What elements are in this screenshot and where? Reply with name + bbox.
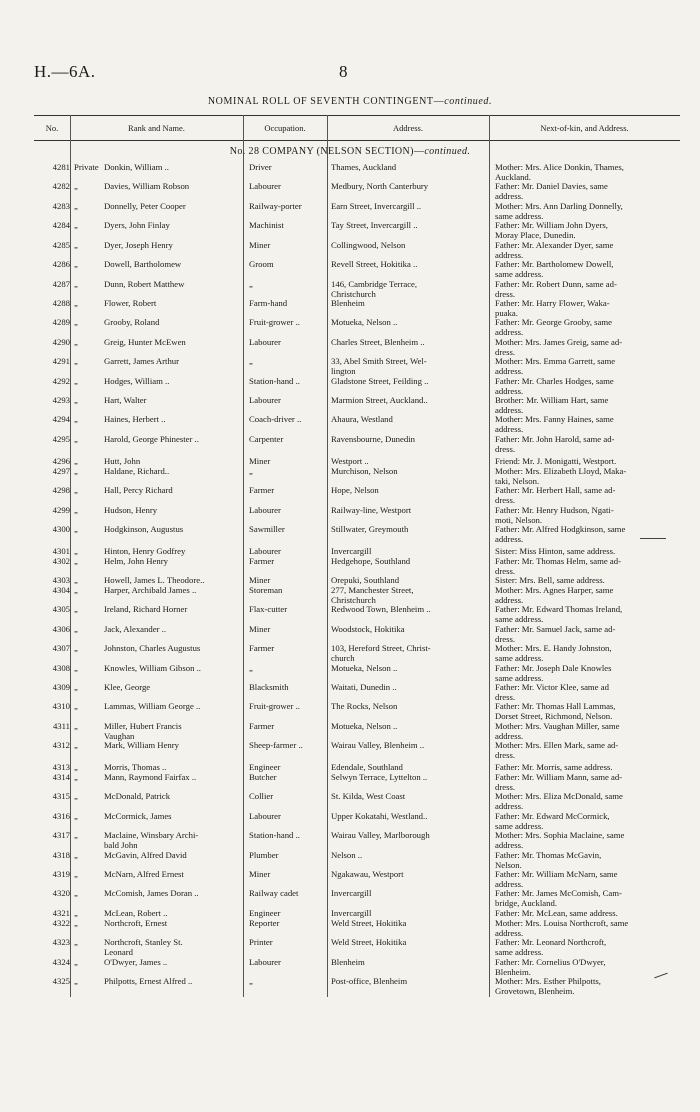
row-number: 4306 (52, 624, 70, 634)
row-address: Charles Street, Blenheim .. (331, 337, 425, 347)
column-divider (327, 115, 328, 997)
row-number: 4290 (52, 337, 70, 347)
row-address: Earn Street, Invercargill .. (331, 201, 422, 211)
row-number: 4281 (52, 162, 70, 172)
row-rank: „ (74, 485, 78, 495)
row-occupation: Labourer (249, 957, 281, 967)
row-next-of-kin: Father: Mr. Alexander Dyer, same address. (495, 240, 614, 260)
row-rank: „ (74, 957, 78, 967)
section-suffix: continued. (424, 146, 471, 157)
row-address: Stillwater, Greymouth (331, 524, 409, 534)
row-rank: „ (74, 791, 78, 801)
row-rank: „ (74, 682, 78, 692)
row-rank: „ (74, 356, 78, 366)
row-occupation: Sheep-farmer .. (249, 740, 303, 750)
row-address: The Rocks, Nelson (331, 701, 398, 711)
row-next-of-kin: Mother: Mrs. E. Handy Johnston, same address. (495, 643, 612, 663)
row-rank: Private (74, 162, 99, 172)
row-number: 4293 (52, 395, 70, 405)
row-name: McDonald, Patrick (104, 791, 171, 801)
row-next-of-kin: Mother: Mrs. Eliza McDonald, same address. (495, 791, 623, 811)
row-name: McCormick, James (104, 811, 172, 821)
row-name: Miller, Hubert Francis Vaughan (104, 721, 182, 741)
row-address: Redwood Town, Blenheim .. (331, 604, 431, 614)
page-reference: H.—6A. (34, 62, 96, 81)
row-next-of-kin: Mother: Mrs. Emma Garrett, same address. (495, 356, 616, 376)
row-name: Hodgkinson, Augustus (104, 524, 184, 534)
row-address: St. Kilda, West Coast (331, 791, 406, 801)
row-address: Gladstone Street, Feilding .. (331, 376, 429, 386)
row-address: Motueka, Nelson .. (331, 317, 398, 327)
row-rank: „ (74, 869, 78, 879)
row-address: Ngakawau, Westport (331, 869, 404, 879)
row-next-of-kin: Father: Mr. Thomas McGavin, Nelson. (495, 850, 602, 870)
row-address: Hope, Nelson (331, 485, 379, 495)
row-name: Philpotts, Ernest Alfred .. (104, 976, 193, 986)
row-occupation: Farmer (249, 721, 275, 731)
row-address: Weld Street, Hokitika (331, 918, 407, 928)
row-rank: „ (74, 762, 78, 772)
row-name: Lammas, William George .. (104, 701, 201, 711)
row-address: 277, Manchester Street, Christchurch (331, 585, 414, 605)
row-name: Mann, Raymond Fairfax .. (104, 772, 197, 782)
section-main: No. 28 COMPANY (NELSON SECTION)— (229, 146, 425, 157)
row-number: 4316 (52, 811, 70, 821)
column-header-no: No. (45, 123, 59, 133)
row-next-of-kin: Father: Mr. Henry Hudson, Ngati- moti, Nelson. (495, 505, 614, 525)
row-next-of-kin: Father: Mr. Charles Hodges, same address. (495, 376, 614, 396)
row-rank: „ (74, 524, 78, 534)
section-heading (0, 146, 700, 157)
row-occupation: Miner (249, 240, 271, 250)
row-address: Medbury, North Canterbury (331, 181, 429, 191)
heading-suffix: continued. (444, 96, 493, 107)
row-name: Dyers, John Finlay (104, 220, 170, 230)
row-rank: „ (74, 830, 78, 840)
row-next-of-kin: Father: Mr. Robert Dunn, same ad- dress. (495, 279, 617, 299)
row-occupation: „ (249, 466, 253, 476)
row-number: 4312 (52, 740, 70, 750)
row-number: 4313 (52, 762, 70, 772)
row-name: McNarn, Alfred Ernest (104, 869, 184, 879)
row-name: Hart, Walter (104, 395, 147, 405)
row-address: Post-office, Blenheim (331, 976, 408, 986)
row-rank: „ (74, 643, 78, 653)
row-address: Invercargill (331, 888, 372, 898)
row-address: Waitati, Dunedin .. (331, 682, 397, 692)
row-name: Haines, Herbert .. (104, 414, 166, 424)
row-occupation: Storeman (249, 585, 283, 595)
row-next-of-kin: Mother: Mrs. Ellen Mark, same ad- dress. (495, 740, 619, 760)
row-number: 4285 (52, 240, 70, 250)
row-next-of-kin: Father: Mr. Samuel Jack, same ad- dress. (495, 624, 616, 644)
row-address: Ahaura, Westland (331, 414, 393, 424)
row-occupation: Miner (249, 869, 271, 879)
row-address: Wairau Valley, Marlborough (331, 830, 430, 840)
row-number: 4286 (52, 259, 70, 269)
row-occupation: Reporter (249, 918, 280, 928)
row-next-of-kin: Mother: Mrs. Sophia Maclaine, same address. (495, 830, 625, 850)
row-rank: „ (74, 604, 78, 614)
row-name: Dowell, Bartholomew (104, 259, 182, 269)
row-occupation: Plumber (249, 850, 279, 860)
row-number: 4282 (52, 181, 70, 191)
row-occupation: Labourer (249, 505, 281, 515)
row-occupation: Station-hand .. (249, 376, 300, 386)
row-address: Edendale, Southland (331, 762, 403, 772)
row-address: Orepuki, Southland (331, 575, 400, 585)
row-address: Motueka, Nelson .. (331, 663, 398, 673)
row-number: 4310 (52, 701, 70, 711)
row-rank: „ (74, 850, 78, 860)
row-next-of-kin: Father: Mr. Herbert Hall, same ad- dress. (495, 485, 616, 505)
row-address: Railway-line, Westport (331, 505, 412, 515)
row-occupation: Butcher (249, 772, 277, 782)
column-header-occupation: Occupation. (264, 123, 306, 133)
row-rank: „ (74, 279, 78, 289)
row-address: Wairau Valley, Blenheim .. (331, 740, 425, 750)
row-rank: „ (74, 505, 78, 515)
row-occupation: Railway-porter (249, 201, 302, 211)
row-number: 4287 (52, 279, 70, 289)
row-address: Weld Street, Hokitika (331, 937, 407, 947)
row-rank: „ (74, 220, 78, 230)
row-occupation: Farmer (249, 485, 275, 495)
row-occupation: „ (249, 356, 253, 366)
row-rank: „ (74, 434, 78, 444)
row-number: 4323 (52, 937, 70, 947)
row-next-of-kin: Father: Mr. William John Dyers, Moray Place, Dunedin. (495, 220, 608, 240)
row-name: Haldane, Richard.. (104, 466, 170, 476)
row-number: 4325 (52, 976, 70, 986)
row-number: 4288 (52, 298, 70, 308)
row-number: 4311 (52, 721, 70, 731)
row-occupation: Labourer (249, 546, 281, 556)
column-header-next-of-kin: Next-of-kin, and Address. (540, 123, 629, 133)
row-occupation: Farmer (249, 643, 275, 653)
row-occupation: Driver (249, 162, 272, 172)
row-address: Hedgehope, Southland (331, 556, 411, 566)
row-address: 146, Cambridge Terrace, Christchurch (331, 279, 418, 299)
row-address: Westport .. (331, 456, 369, 466)
row-name: Dyer, Joseph Henry (104, 240, 173, 250)
row-number: 4300 (52, 524, 70, 534)
margin-mark (640, 538, 666, 539)
row-name: Hutt, John (104, 456, 141, 466)
row-name: Harold, George Phinester .. (104, 434, 199, 444)
row-number: 4297 (52, 466, 70, 476)
row-rank: „ (74, 259, 78, 269)
row-number: 4289 (52, 317, 70, 327)
row-number: 4309 (52, 682, 70, 692)
row-next-of-kin: Father: Mr. John Harold, same ad- dress. (495, 434, 615, 454)
row-name: Davies, William Robson (104, 181, 190, 191)
row-name: McLean, Robert .. (104, 908, 168, 918)
row-name: Grooby, Roland (104, 317, 160, 327)
row-next-of-kin: Sister: Miss Hinton, same address. (495, 546, 616, 556)
row-name: Hudson, Henry (104, 505, 158, 515)
row-rank: „ (74, 201, 78, 211)
row-occupation: Miner (249, 624, 271, 634)
row-name: Donkin, William .. (104, 162, 169, 172)
row-rank: „ (74, 456, 78, 466)
row-occupation: Fruit-grower .. (249, 317, 300, 327)
row-next-of-kin: Father: Mr. Victor Klee, same ad dress. (495, 682, 609, 702)
row-next-of-kin: Father: Mr. Thomas Helm, same ad- dress. (495, 556, 622, 576)
row-number: 4299 (52, 505, 70, 515)
row-number: 4318 (52, 850, 70, 860)
row-number: 4296 (52, 456, 70, 466)
row-address: Nelson .. (331, 850, 363, 860)
row-occupation: Fruit-grower .. (249, 701, 300, 711)
row-address: Marmion Street, Auckland.. (331, 395, 428, 405)
row-rank: „ (74, 298, 78, 308)
row-number: 4301 (52, 546, 70, 556)
row-occupation: Machinist (249, 220, 284, 230)
row-rank: „ (74, 414, 78, 424)
column-header-address: Address. (393, 123, 423, 133)
row-name: Flower, Robert (104, 298, 157, 308)
column-divider (489, 115, 490, 997)
row-address: Collingwood, Nelson (331, 240, 406, 250)
row-rank: „ (74, 772, 78, 782)
row-name: Howell, James L. Theodore.. (104, 575, 205, 585)
row-next-of-kin: Mother: Mrs. Agnes Harper, same address. (495, 585, 614, 605)
row-rank: „ (74, 937, 78, 947)
row-address: 33, Abel Smith Street, Wel- lington (331, 356, 427, 376)
row-name: Northcroft, Stanley St. Leonard (104, 937, 183, 957)
row-next-of-kin: Father: Mr. James McComish, Cam- bridge, Auckland. (495, 888, 622, 908)
row-number: 4294 (52, 414, 70, 424)
row-name: Helm, John Henry (104, 556, 168, 566)
row-address: 103, Hereford Street, Christ- church (331, 643, 431, 663)
row-address: Motueka, Nelson .. (331, 721, 398, 731)
row-next-of-kin: Father: Mr. McLean, same address. (495, 908, 618, 918)
row-number: 4308 (52, 663, 70, 673)
row-name: O'Dwyer, James .. (104, 957, 168, 967)
row-rank: „ (74, 976, 78, 986)
row-number: 4317 (52, 830, 70, 840)
row-next-of-kin: Mother: Mrs. Esther Philpotts, Grovetown, Blenheim. (495, 976, 601, 996)
row-next-of-kin: Mother: Mrs. Alice Donkin, Thames, Auckland. (495, 162, 624, 182)
row-address: Blenheim (331, 957, 365, 967)
row-occupation: Groom (249, 259, 274, 269)
row-next-of-kin: Brother: Mr. William Hart, same address. (495, 395, 609, 415)
row-occupation: Labourer (249, 811, 281, 821)
row-rank: „ (74, 395, 78, 405)
row-rank: „ (74, 918, 78, 928)
row-name: Hinton, Henry Godfrey (104, 546, 186, 556)
row-number: 4320 (52, 888, 70, 898)
row-occupation: „ (249, 976, 253, 986)
row-number: 4298 (52, 485, 70, 495)
row-occupation: „ (249, 663, 253, 673)
row-name: Morris, Thomas .. (104, 762, 167, 772)
row-number: 4314 (52, 772, 70, 782)
row-number: 4291 (52, 356, 70, 366)
row-number: 4322 (52, 918, 70, 928)
row-address: Ravensbourne, Dunedin (331, 434, 415, 444)
row-name: Knowles, William Gibson .. (104, 663, 201, 673)
page-number: 8 (339, 62, 348, 81)
row-occupation: Sawmiller (249, 524, 285, 534)
row-occupation: Miner (249, 456, 271, 466)
row-next-of-kin: Father: Mr. Morris, same address. (495, 762, 613, 772)
row-occupation: Station-hand .. (249, 830, 300, 840)
row-number: 4305 (52, 604, 70, 614)
row-next-of-kin: Father: Mr. Edward Thomas Ireland, same address. (495, 604, 623, 624)
row-rank: „ (74, 317, 78, 327)
row-rank: „ (74, 585, 78, 595)
row-rank: „ (74, 624, 78, 634)
row-number: 4295 (52, 434, 70, 444)
heading-main: NOMINAL ROLL OF SEVENTH CONTINGENT— (207, 96, 445, 107)
row-number: 4302 (52, 556, 70, 566)
row-next-of-kin: Father: Mr. Alfred Hodgkinson, same address. (495, 524, 626, 544)
row-rank: „ (74, 701, 78, 711)
row-rank: „ (74, 740, 78, 750)
page-heading (0, 96, 700, 107)
row-number: 4303 (52, 575, 70, 585)
row-name: Hall, Percy Richard (104, 485, 173, 495)
row-rank: „ (74, 556, 78, 566)
row-occupation: Labourer (249, 337, 281, 347)
row-occupation: Blacksmith (249, 682, 289, 692)
row-address: Thames, Auckland (331, 162, 397, 172)
row-next-of-kin: Mother: Mrs. Louisa Northcroft, same address. (495, 918, 629, 938)
row-address: Invercargill (331, 546, 372, 556)
row-name: Klee, George (104, 682, 151, 692)
row-address: Murchison, Nelson (331, 466, 398, 476)
row-next-of-kin: Mother: Mrs. Elizabeth Lloyd, Maka- taki, Nelson. (495, 466, 627, 486)
row-name: Mark, William Henry (104, 740, 180, 750)
row-name: Maclaine, Winsbary Archi- bald John (104, 830, 199, 850)
row-next-of-kin: Father: Mr. Edward McCormick, same address. (495, 811, 610, 831)
row-occupation: Farm-hand (249, 298, 288, 308)
row-number: 4304 (52, 585, 70, 595)
row-name: Harper, Archibald James .. (104, 585, 197, 595)
row-name: Greig, Hunter McEwen (104, 337, 186, 347)
row-occupation: Labourer (249, 181, 281, 191)
row-address: Blenheim (331, 298, 365, 308)
row-address: Woodstock, Hokitika (331, 624, 405, 634)
row-rank: „ (74, 575, 78, 585)
row-next-of-kin: Mother: Mrs. Ann Darling Donnelly, same address. (495, 201, 623, 221)
row-rank: „ (74, 908, 78, 918)
row-number: 4324 (52, 957, 70, 967)
row-address: Selwyn Terrace, Lyttelton .. (331, 772, 428, 782)
row-name: Johnston, Charles Augustus (104, 643, 201, 653)
row-next-of-kin: Father: Mr. Daniel Davies, same address. (495, 181, 608, 201)
row-address: Revell Street, Hokitika .. (331, 259, 418, 269)
row-rank: „ (74, 466, 78, 476)
row-next-of-kin: Father: Mr. William Mann, same ad- dress. (495, 772, 623, 792)
row-next-of-kin: Father: Mr. Joseph Dale Knowles same address. (495, 663, 612, 683)
row-occupation: Flax-cutter (249, 604, 288, 614)
row-occupation: Railway cadet (249, 888, 299, 898)
table-header (34, 115, 680, 141)
row-rank: „ (74, 240, 78, 250)
row-rank: „ (74, 376, 78, 386)
row-next-of-kin: Father: Mr. Thomas Hall Lammas, Dorset Street, Richmond, Nelson. (495, 701, 616, 721)
row-next-of-kin: Mother: Mrs. James Greig, same ad- dress. (495, 337, 623, 357)
row-number: 4307 (52, 643, 70, 653)
column-header-rank-name: Rank and Name. (128, 123, 185, 133)
row-next-of-kin: Friend: Mr. J. Monigatti, Westport. (495, 456, 617, 466)
row-next-of-kin: Father: Mr. Harry Flower, Waka- puaka. (495, 298, 610, 318)
row-name: McGavin, Alfred David (104, 850, 187, 860)
row-name: Garrett, James Arthur (104, 356, 180, 366)
row-next-of-kin: Father: Mr. Bartholomew Dowell, same address. (495, 259, 614, 279)
row-name: Hodges, William .. (104, 376, 170, 386)
row-next-of-kin: Father: Mr. William McNarn, same address. (495, 869, 618, 889)
row-next-of-kin: Father: Mr. Leonard Northcroft, same address. (495, 937, 607, 957)
row-occupation: Engineer (249, 762, 281, 772)
row-next-of-kin: Mother: Mrs. Fanny Haines, same address. (495, 414, 614, 434)
row-number: 4319 (52, 869, 70, 879)
row-name: Jack, Alexander .. (104, 624, 166, 634)
row-occupation: Printer (249, 937, 273, 947)
row-name: McComish, James Doran .. (104, 888, 199, 898)
row-number: 4292 (52, 376, 70, 386)
row-next-of-kin: Father: Mr. Cornelius O'Dwyer, Blenheim. (495, 957, 606, 977)
row-address: Tay Street, Invercargill .. (331, 220, 418, 230)
row-rank: „ (74, 663, 78, 673)
row-next-of-kin: Mother: Mrs. Vaughan Miller, same address. (495, 721, 620, 741)
row-name: Dunn, Robert Matthew (104, 279, 185, 289)
row-rank: „ (74, 721, 78, 731)
row-number: 4283 (52, 201, 70, 211)
row-occupation: Coach-driver .. (249, 414, 302, 424)
row-next-of-kin: Sister: Mrs. Bell, same address. (495, 575, 605, 585)
row-rank: „ (74, 337, 78, 347)
row-number: 4321 (52, 908, 70, 918)
row-occupation: Miner (249, 575, 271, 585)
row-rank: „ (74, 546, 78, 556)
row-rank: „ (74, 811, 78, 821)
row-occupation: Collier (249, 791, 274, 801)
row-occupation: Farmer (249, 556, 275, 566)
row-rank: „ (74, 888, 78, 898)
row-name: Ireland, Richard Horner (104, 604, 188, 614)
row-rank: „ (74, 181, 78, 191)
row-name: Donnelly, Peter Cooper (104, 201, 186, 211)
row-number: 4284 (52, 220, 70, 230)
row-occupation: Labourer (249, 395, 281, 405)
row-address: Upper Kokatahi, Westland.. (331, 811, 428, 821)
row-occupation: „ (249, 279, 253, 289)
row-number: 4315 (52, 791, 70, 801)
row-address: Invercargill (331, 908, 372, 918)
column-divider (70, 115, 71, 997)
row-name: Northcroft, Ernest (104, 918, 168, 928)
row-occupation: Carpenter (249, 434, 284, 444)
row-next-of-kin: Father: Mr. George Grooby, same address. (495, 317, 613, 337)
row-occupation: Engineer (249, 908, 281, 918)
